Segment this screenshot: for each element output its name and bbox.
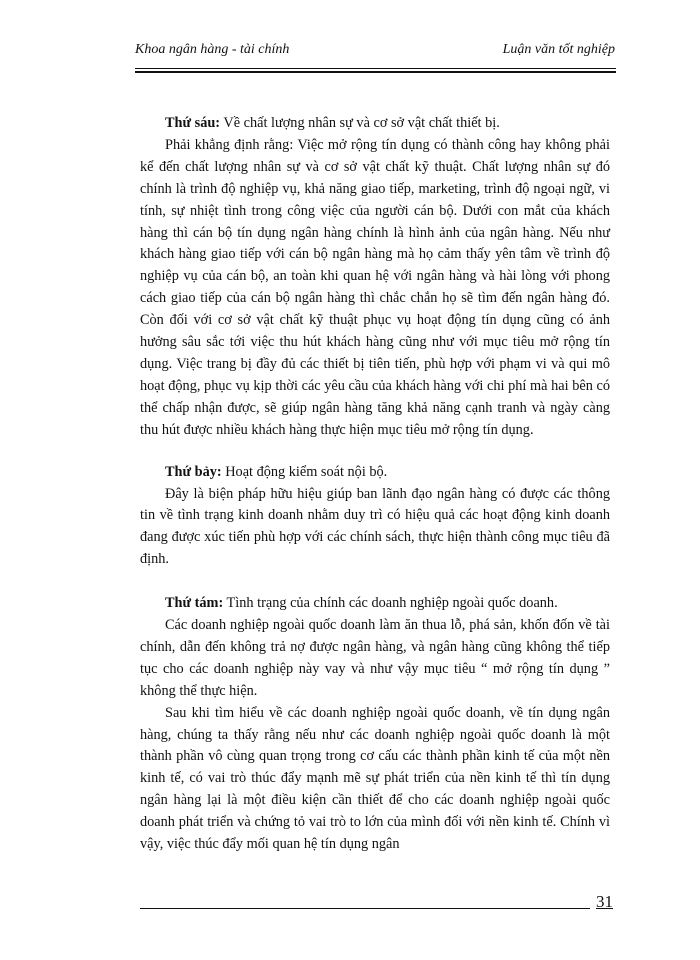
- header-faculty: Khoa ngân hàng - tài chính: [135, 42, 290, 57]
- page-number: 31: [596, 892, 613, 911]
- paragraph: Phải khẳng định rằng: Việc mở rộng tín dụng có thành công hay không phải kể đến chất lượng nhân sự và cơ sở vật chất kỹ thuật. Chất lượng nhân sự đó chính là trình độ nghiệp vụ, khả năng giao tiếp, marketing, trình độ ngoại ngữ, vi tính, sự nhiệt tình trong công việc của người cán bộ. Dưới con mắt của khách hàng thì cán bộ tín dụng ngân hàng chính là hình ảnh của ngân hàng. Nếu như khách hàng giao tiếp với cán bộ ngân hàng mà họ cảm thấy yên tâm về trình độ nghiệp vụ của cán bộ, an toàn khi quan hệ với ngân hàng và hài lòng với phong cách giao tiếp của cán bộ ngân hàng thì chắc chắn họ sẽ tìm đến ngân hàng đó. Còn đối với cơ sở vật chất kỹ thuật phục vụ hoạt động tín dụng cũng có ảnh hưởng sâu sắc tới việc thu hút khách hàng cũng như với mục tiêu mở rộng tín dụng. Việc trang bị đầy đủ các thiết bị tiên tiến, phù hợp với phạm vi và qui mô hoạt động, phục vụ kịp thời các yêu cầu của khách hàng với chi phí mà hai bên có thể chấp nhận được, sẽ giúp ngân hàng tăng khả năng cạnh tranh và ngày càng thu hút được nhiều khách hàng thực hiện mục tiêu mở rộng tín dụng.: [140, 136, 610, 438]
- header-rule-thin: [135, 68, 616, 69]
- section-heading-7: [140, 462, 610, 484]
- page-header: [135, 40, 615, 66]
- section-title: Tình trạng của chính các doanh nghiệp ngoài quốc doanh.: [223, 595, 558, 612]
- section-heading-8: [140, 593, 610, 615]
- section-label: Thứ sáu:: [165, 115, 221, 131]
- section-spacer: [140, 442, 610, 462]
- footer-rule: [140, 908, 590, 909]
- paragraph: Đây là biện pháp hữu hiệu giúp ban lãnh đạo ngân hàng có được các thông tin về tình trạng kinh doanh nhằm duy trì có hiệu quả các hoạt động kinh doanh đang được xúc tiến phù hợp với các chính sách, thực hiện thành công mục tiêu đã định.: [140, 485, 610, 568]
- section-label: Thứ tám:: [165, 595, 224, 612]
- section-spacer: [140, 571, 610, 593]
- section-title: Về chất lượng nhân sự và cơ sở vật chất thiết bị.: [220, 115, 500, 131]
- body-text: [140, 113, 610, 856]
- section-title: Hoạt động kiểm soát nội bộ.: [221, 463, 388, 480]
- paragraph: Các doanh nghiệp ngoài quốc doanh làm ăn thua lỗ, phá sản, khốn đốn về tài chính, dẫn đến không trả nợ được ngân hàng, và ngân hàng cũng không thể tiếp tục cho các doanh nghiệp này vay và như vậy mục tiêu “ mở rộng tín dụng ” không thể thực hiện.: [140, 617, 610, 699]
- header-rule-thick: [135, 71, 616, 73]
- header-thesis-title: Luận văn tốt nghiệp: [502, 42, 615, 57]
- section-label: Thứ bảy:: [165, 463, 222, 480]
- paragraph: Sau khi tìm hiểu về các doanh nghiệp ngoài quốc doanh, về tín dụng ngân hàng, chúng ta thấy rằng nếu như các doanh nghiệp ngoài quốc doanh là một thành phần vô cùng quan trọng trong cơ cấu các thành phần kinh tế của một nền kinh tế, có vai trò thúc đẩy mạnh mẽ sự phát triển của nền kinh tế thì tín dụng ngân hàng lại là một điều kiện cần thiết để cho các doanh nghiệp ngoài quốc doanh phát triển và chứng tỏ vai trò to lớn của mình đối với nền kinh tế. Chính vì vậy, việc thúc đẩy mối quan hệ tín dụng ngân: [140, 704, 610, 853]
- section-heading-6: [140, 113, 610, 135]
